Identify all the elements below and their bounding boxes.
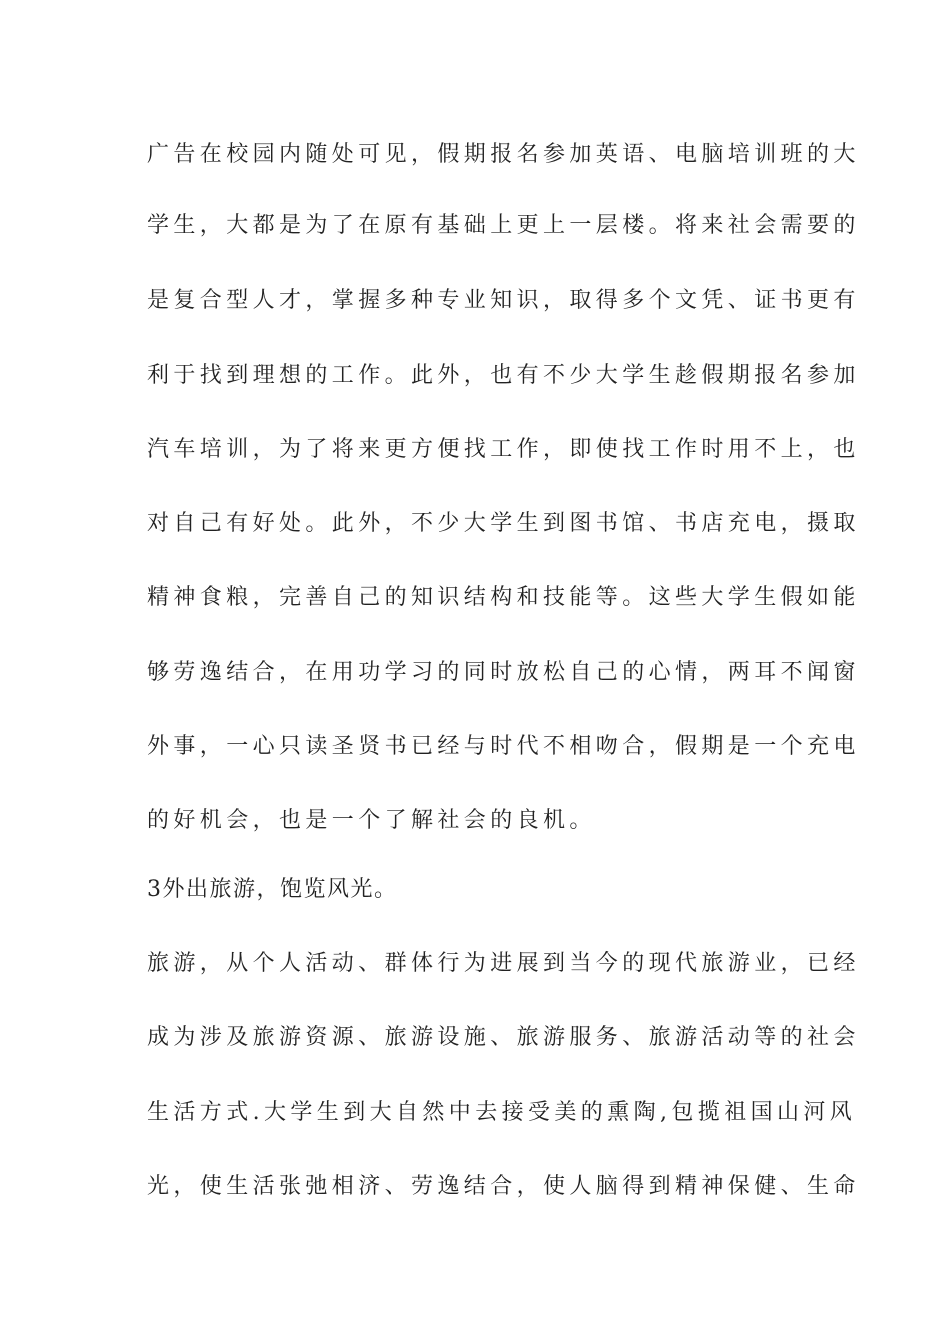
text-line-2: 学生，大都是为了在原有基础上更上一层楼。将来社会需要的: [147, 213, 860, 238]
text-line-6: 对自己有好处。此外，不少大学生到图书馆、书店充电，摄取: [147, 511, 860, 536]
text-line-1: 广告在校园内随处可见，假期报名参加英语、电脑培训班的大: [147, 142, 860, 167]
text-line-8: 够劳逸结合，在用功学习的同时放松自己的心情，两耳不闻窗: [147, 660, 860, 685]
text-line-15: 光，使生活张弛相济、劳逸结合，使人脑得到精神保健、生命: [147, 1174, 860, 1199]
text-line-9: 外事，一心只读圣贤书已经与时代不相吻合，假期是一个充电: [147, 734, 860, 759]
section-heading: 3外出旅游，饱览风光。: [147, 877, 398, 902]
text-line-7: 精神食粮，完善自己的知识结构和技能等。这些大学生假如能: [147, 585, 860, 610]
text-line-5: 汽车培训，为了将来更方便找工作，即使找工作时用不上，也: [147, 437, 860, 462]
text-line-3: 是复合型人才，掌握多种专业知识，取得多个文凭、证书更有: [147, 288, 860, 313]
text-line-14: 生活方式.大学生到大自然中去接受美的熏陶,包揽祖国山河风: [147, 1100, 857, 1125]
text-line-4: 利于找到理想的工作。此外，也有不少大学生趁假期报名参加: [147, 363, 860, 388]
text-line-12: 旅游，从个人活动、群体行为进展到当今的现代旅游业，已经: [147, 951, 860, 976]
text-line-13: 成为涉及旅游资源、旅游设施、旅游服务、旅游活动等的社会: [147, 1025, 860, 1050]
text-line-10: 的好机会，也是一个了解社会的良机。: [147, 808, 596, 833]
